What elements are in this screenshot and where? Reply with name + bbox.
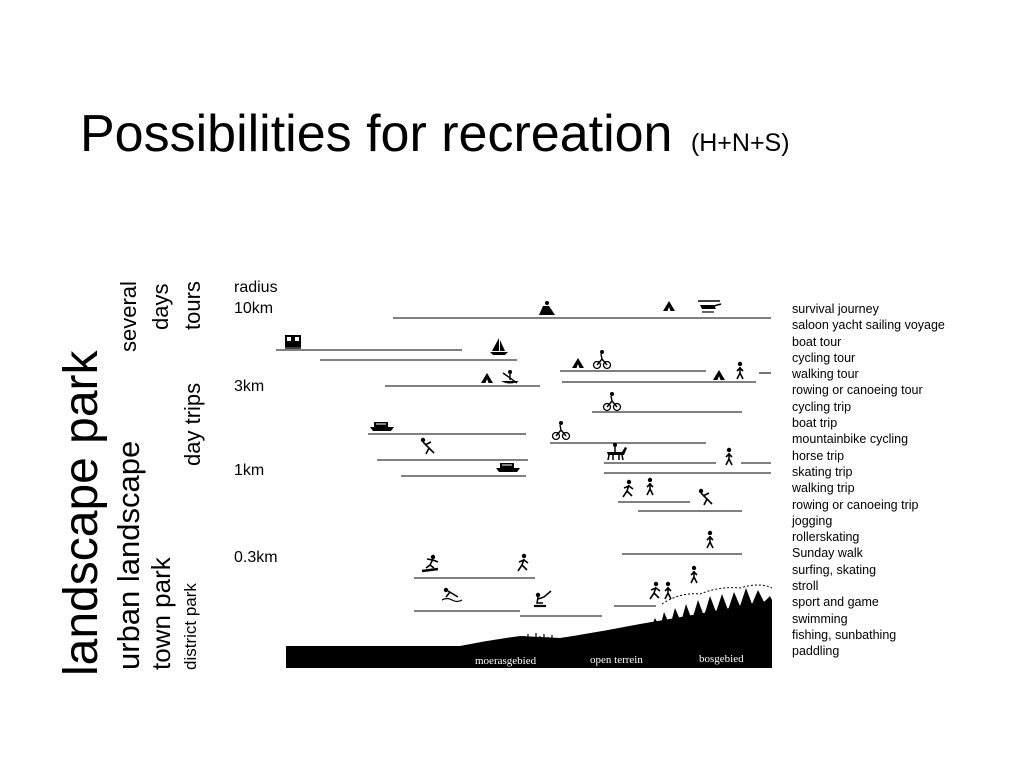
zone-label-marsh: moerasgebied [475,655,537,667]
activity-item: sport and game [792,595,879,610]
walker-icon [737,362,743,379]
tram-icon [285,335,301,348]
label-several: several [116,281,141,352]
label-landscape-park: landscape park [55,350,108,676]
activity-item: boat trip [792,416,838,431]
title-text: Possibilities for recreation [80,105,673,163]
fisher-icon [534,591,551,606]
sport-figure-icon [665,582,671,599]
activity-item: rowing or canoeing tour [792,383,923,398]
zone-label-open: open terrein [590,654,643,666]
activity-item: boat tour [792,334,842,349]
runner-icon [623,480,633,497]
title-subtitle: (H+N+S) [690,129,790,157]
activity-item: cycling tour [792,350,856,365]
helicopter-icon [698,301,721,312]
label-urban-landscape: urban landscape [111,440,146,670]
walker-icon [707,531,713,548]
forest-trees [650,588,772,640]
skater-icon [699,489,712,505]
sailboat-icon [490,338,508,355]
tent-icon [663,301,675,311]
zone-label-forest: bosgebied [699,653,744,665]
walker-icon [691,566,697,583]
label-days: days [148,283,173,330]
camper-icon [539,301,555,315]
activity-item: surfing, skating [792,562,877,577]
label-tours: tours [180,281,205,330]
range-lines [276,318,771,616]
activity-item: Sunday walk [792,546,863,561]
walker-icon [647,478,653,495]
horse-rider-icon [607,443,627,460]
swimmer-icon [442,588,462,602]
label-district-park: district park [181,583,200,670]
activity-item: mountainbike cycling [792,432,909,447]
cyclist-icon [594,350,611,369]
activity-item: horse trip [792,448,845,463]
activity-item: paddling [792,644,840,659]
activity-item: stroll [792,579,819,594]
label-day-trips: day trips [180,382,205,466]
walker-icon [726,448,732,465]
radius-3km: 3km [234,378,265,395]
skater-icon [421,438,434,454]
activity-item: skating trip [792,464,853,479]
sport-figure-icon [650,582,660,599]
canoe-icon [501,370,519,384]
runner-icon [518,554,528,571]
label-town-park: town park [146,557,176,670]
radius-0-3km: 0.3km [234,549,278,566]
boat-icon [370,422,394,431]
radius-heading: radius [234,279,278,296]
tent-icon [481,373,493,383]
boat-icon [496,463,520,472]
activity-item: saloon yacht sailing voyage [792,318,945,333]
tent-icon [572,358,584,368]
activity-item: fishing, sunbathing [792,627,897,642]
cyclist-icon [604,392,621,411]
terrain [286,585,772,668]
activity-item: walking tour [792,367,859,382]
activity-item: survival journey [792,302,879,316]
activity-icons [285,301,743,606]
radius-10km: 10km [234,300,274,317]
activity-item: jogging [792,513,833,528]
activity-item: swimming [792,611,848,626]
surfer-icon [422,555,438,571]
activity-item: rollerskating [792,530,860,545]
activity-item: cycling trip [792,399,852,414]
tent-icon [713,370,725,380]
activity-item: walking trip [792,481,855,496]
activity-item: rowing or canoeing trip [792,497,919,512]
radius-1km: 1km [234,462,265,479]
cyclist-icon [553,421,570,440]
